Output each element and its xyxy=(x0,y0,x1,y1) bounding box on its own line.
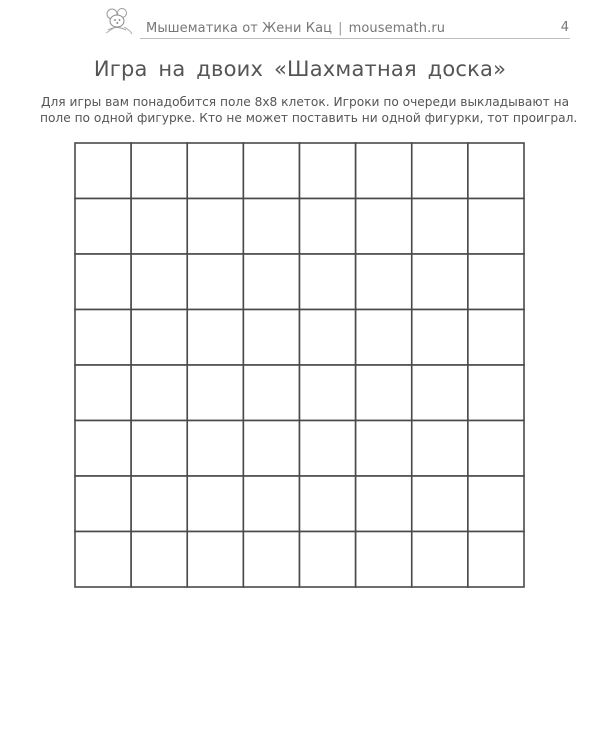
board-cell[interactable] xyxy=(300,143,356,199)
board-cell[interactable] xyxy=(356,476,412,532)
board-cell[interactable] xyxy=(131,532,187,588)
chess-board-grid xyxy=(74,142,525,588)
board-cell[interactable] xyxy=(75,199,131,255)
board-cell[interactable] xyxy=(300,199,356,255)
board-cell[interactable] xyxy=(300,365,356,421)
board-cell[interactable] xyxy=(412,199,468,255)
board-cell[interactable] xyxy=(187,365,243,421)
board-cell[interactable] xyxy=(243,254,299,310)
board-cell[interactable] xyxy=(300,254,356,310)
board-cell[interactable] xyxy=(468,532,524,588)
board-cell[interactable] xyxy=(131,476,187,532)
board-cell[interactable] xyxy=(75,365,131,421)
board-cell[interactable] xyxy=(243,310,299,366)
board-cell[interactable] xyxy=(75,143,131,199)
board-cell[interactable] xyxy=(131,365,187,421)
board-cell[interactable] xyxy=(243,421,299,477)
board-cell[interactable] xyxy=(356,421,412,477)
board-cell[interactable] xyxy=(243,365,299,421)
board-cell[interactable] xyxy=(187,254,243,310)
page-title: Игра на двоих «Шахматная доска» xyxy=(93,57,507,81)
board-cell[interactable] xyxy=(131,143,187,199)
board-cell[interactable] xyxy=(412,532,468,588)
board-cell[interactable] xyxy=(412,310,468,366)
board-cell[interactable] xyxy=(412,476,468,532)
board-cell[interactable] xyxy=(243,532,299,588)
board-cell[interactable] xyxy=(356,199,412,255)
description-line-1: Для игры вам понадобится поле 8х8 клеток. Игроки по очереди выкладывают на xyxy=(41,95,570,109)
board-cell[interactable] xyxy=(75,254,131,310)
board-cell[interactable] xyxy=(412,365,468,421)
board-cell[interactable] xyxy=(468,199,524,255)
board-cell[interactable] xyxy=(412,421,468,477)
board-cell[interactable] xyxy=(131,421,187,477)
board-cell[interactable] xyxy=(131,310,187,366)
board-cell[interactable] xyxy=(243,476,299,532)
board-cell[interactable] xyxy=(75,532,131,588)
board-cell[interactable] xyxy=(468,254,524,310)
board-cell[interactable] xyxy=(131,199,187,255)
board-cell[interactable] xyxy=(468,421,524,477)
board-cell[interactable] xyxy=(468,365,524,421)
page-header xyxy=(0,0,600,42)
board-cell[interactable] xyxy=(300,476,356,532)
board-cell[interactable] xyxy=(468,476,524,532)
brand-name: Мышематика от Жени Кац xyxy=(146,21,333,36)
description-line-2: поле по одной фигурке. Кто не может поставить ни одной фигурки, тот проиграл. xyxy=(40,111,578,125)
board-cell[interactable] xyxy=(468,143,524,199)
mouse-logo-icon xyxy=(100,6,134,36)
board-cell[interactable] xyxy=(187,310,243,366)
board-cell[interactable] xyxy=(412,143,468,199)
board-cell[interactable] xyxy=(187,532,243,588)
game-description xyxy=(40,94,578,126)
board-cell[interactable] xyxy=(75,421,131,477)
board-cell[interactable] xyxy=(300,421,356,477)
board-cell[interactable] xyxy=(356,310,412,366)
header-separator: | xyxy=(338,21,343,36)
board-cell[interactable] xyxy=(300,310,356,366)
board-cell[interactable] xyxy=(75,310,131,366)
board-cell[interactable] xyxy=(356,532,412,588)
board-cell[interactable] xyxy=(412,254,468,310)
board-cell[interactable] xyxy=(75,476,131,532)
board-cell[interactable] xyxy=(356,365,412,421)
board-cell[interactable] xyxy=(243,143,299,199)
board-cell[interactable] xyxy=(300,532,356,588)
header-divider xyxy=(140,38,570,39)
header-brand-line xyxy=(146,21,445,36)
board-cell[interactable] xyxy=(131,254,187,310)
board-cell[interactable] xyxy=(187,143,243,199)
board-cell[interactable] xyxy=(356,254,412,310)
site-link[interactable]: mousemath.ru xyxy=(348,21,446,36)
board-cell[interactable] xyxy=(187,476,243,532)
board-cell[interactable] xyxy=(356,143,412,199)
board-cell[interactable] xyxy=(187,199,243,255)
board-cell[interactable] xyxy=(243,199,299,255)
board-cell[interactable] xyxy=(468,310,524,366)
page-number: 4 xyxy=(560,20,569,35)
board-cell[interactable] xyxy=(187,421,243,477)
